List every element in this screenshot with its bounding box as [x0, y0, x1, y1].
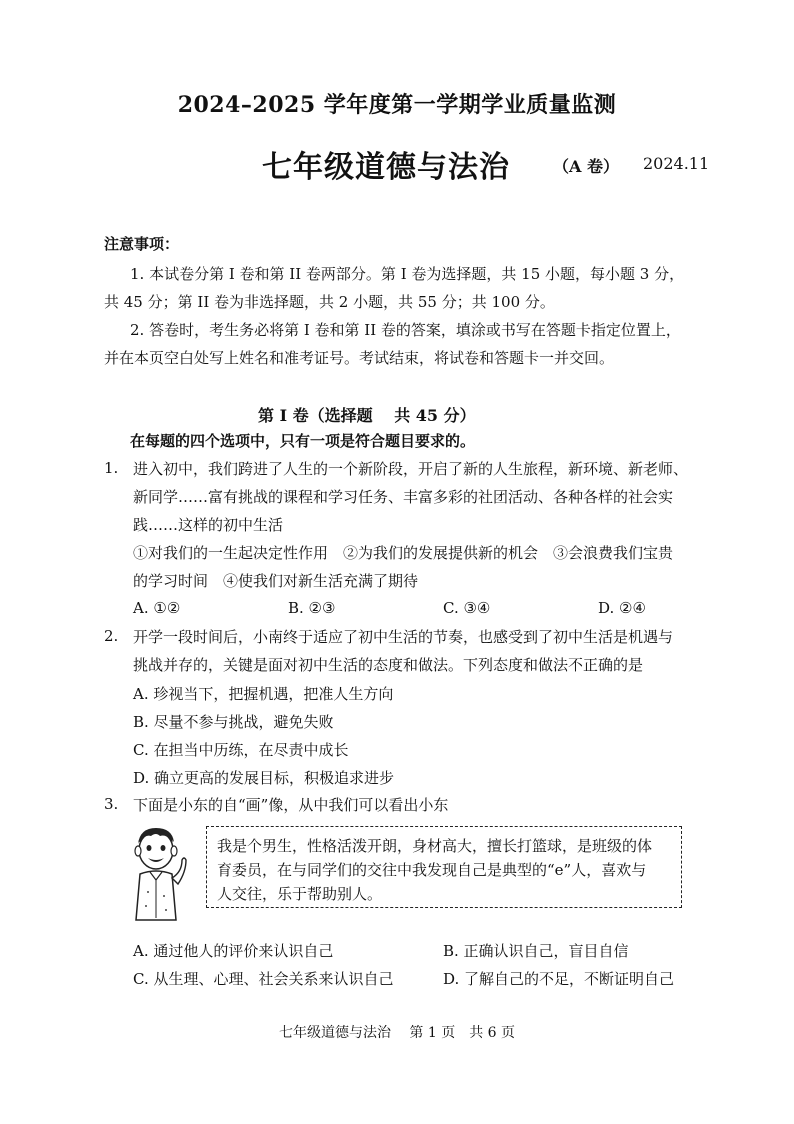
section1-heading: 第 I 卷（选择题 共 45 分） — [258, 406, 476, 425]
self-portrait-box — [206, 826, 682, 908]
box-text-line3: 人交往，乐于帮助别人。 — [217, 885, 383, 903]
q2-option-b[interactable]: B. 尽量不参与挑战，避免失败 — [133, 713, 334, 731]
q2-stem-line1: 开学一段时间后，小南终于适应了初中生活的节奏，也感受到了初中生活是机遇与 — [133, 628, 674, 646]
notice-heading: 注意事项： — [104, 235, 180, 253]
exam-title: 2024–2025 学年度第一学期学业质量监测 — [177, 92, 617, 118]
q2-option-c[interactable]: C. 在担当中历练，在尽责中成长 — [133, 741, 349, 759]
q2-number: 2. — [104, 627, 119, 645]
notice-item2-line2: 并在本页空白处写上姓名和准考证号。考试结束，将试卷和答题卡一并交回。 — [104, 349, 615, 367]
q1-stem-line1: 进入初中，我们跨进了人生的一个新阶段，开启了新的人生旅程，新环境、新老师、 — [133, 460, 689, 478]
q1-stem-line3: 践……这样的初中生活 — [133, 516, 284, 534]
q1-option-d[interactable]: D. ②④ — [598, 599, 646, 617]
q3-number: 3. — [104, 795, 119, 813]
boy-cartoon-icon — [124, 822, 188, 922]
q1-option-c[interactable]: C. ③④ — [443, 599, 491, 617]
q3-option-d[interactable]: D. 了解自己的不足，不断证明自己 — [443, 970, 675, 988]
notice-item1-line2: 共 45 分；第 II 卷为非选择题，共 2 小题，共 55 分；共 100 分。 — [104, 293, 555, 311]
q3-option-c[interactable]: C. 从生理、心理、社会关系来认识自己 — [133, 970, 394, 988]
edition-label: （A 卷） — [553, 157, 619, 176]
box-text-line2: 育委员，在与同学们的交往中我发现自己是典型的“e”人，喜欢与 — [217, 861, 647, 879]
subject-title: 七年级道德与法治 — [262, 150, 510, 185]
q3-option-a[interactable]: A. 通过他人的评价来认识自己 — [133, 942, 334, 960]
q3-option-b[interactable]: B. 正确认识自己，盲目自信 — [443, 942, 629, 960]
q3-stem: 下面是小东的自“画”像，从中我们可以看出小东 — [133, 796, 449, 814]
notice-item1-line1: 1. 本试卷分第 I 卷和第 II 卷两部分。第 I 卷为选择题，共 15 小题，每小题 3 分， — [130, 265, 685, 283]
q2-stem-line2: 挑战并存的，关键是面对初中生活的态度和做法。下列态度和做法不正确的是 — [133, 656, 644, 674]
q1-statements-line2: 的学习时间 ④使我们对新生活充满了期待 — [133, 572, 419, 590]
section1-instruction: 在每题的四个选项中，只有一项是符合题目要求的。 — [130, 432, 476, 450]
q2-option-a[interactable]: A. 珍视当下，把握机遇，把准人生方向 — [133, 685, 394, 703]
q1-number: 1. — [104, 459, 119, 477]
q1-option-a[interactable]: A. ①② — [133, 599, 181, 617]
notice-item2-line1: 2. 答卷时，考生务必将第 I 卷和第 II 卷的答案，填涂或书写在答题卡指定位置上， — [130, 321, 681, 339]
exam-date: 2024.11 — [643, 154, 710, 173]
page-footer: 七年级道德与法治 第 1 页 共 6 页 — [278, 1025, 516, 1041]
q2-option-d[interactable]: D. 确立更高的发展目标，积极追求进步 — [133, 769, 395, 787]
q1-stem-line2: 新同学……富有挑战的课程和学习任务、丰富多彩的社团活动、各种各样的社会实 — [133, 488, 674, 506]
q1-statements-line1: ①对我们的一生起决定性作用 ②为我们的发展提供新的机会 ③会浪费我们宝贵 — [133, 544, 674, 562]
q1-option-b[interactable]: B. ②③ — [288, 599, 336, 617]
box-text-line1: 我是个男生，性格活泼开朗，身材高大，擅长打篮球，是班级的体 — [217, 837, 653, 855]
